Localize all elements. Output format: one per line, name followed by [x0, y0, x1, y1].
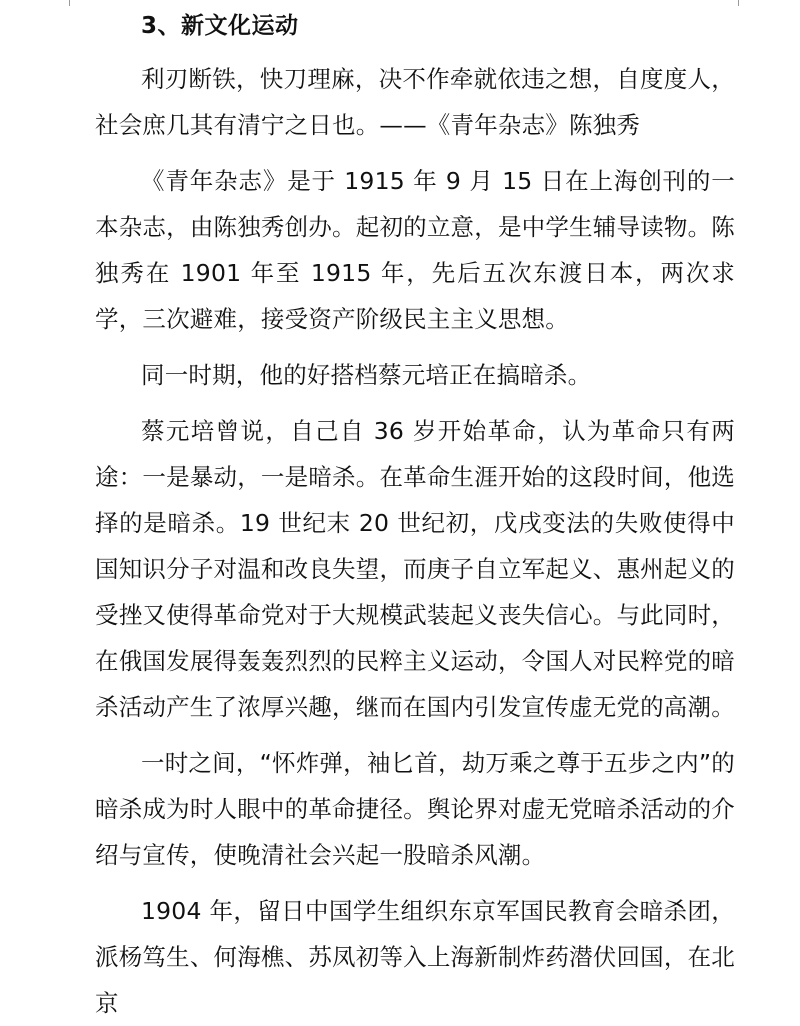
paragraph-assassination-trend: 一时之间，“怀炸弹，袖匕首，劫万乘之尊于五步之内”的暗杀成为时人眼中的革命捷径。舆论界对虚无党暗杀活动的介绍与宣传，使晚清社会兴起一股暗杀风潮。: [95, 749, 735, 869]
crop-mark-line: [738, 0, 739, 6]
section-heading: 3、新文化运动: [141, 13, 299, 39]
paragraph-cai-yuanpei-intro: 同一时期，他的好搭档蔡元培正在搞暗杀。: [141, 361, 592, 389]
paragraph-assassination-background: 蔡元培曾说，自己自 36 岁开始革命，认为革命只有两途：一是暴动，一是暗杀。在革命生涯开始的这段时间，他选择的是暗杀。19 世纪末 20 世纪初，戊戌变法的失败使得中国知识分子对温和改良失望，而庚子自立军起义、惠州起义的受挫又使得革命党对于大规模武装起义丧失信心。与此同时，在俄国发展得轰轰烈烈的民粹主义运动，令国人对民粹党的暗杀活动产生了浓厚兴趣，继而在国内引发宣传虚无党的高潮。: [95, 417, 735, 721]
paragraph-magazine-intro: 《青年杂志》是于 1915 年 9 月 15 日在上海创刊的一本杂志，由陈独秀创办。起初的立意，是中学生辅导读物。陈独秀在 1901 年至 1915 年，先后五次东渡日本，两次求学，三次避难，接受资产阶级民主主义思想。: [95, 167, 735, 333]
page-corner-mark-left: [55, 0, 85, 6]
crop-mark-line: [69, 0, 70, 6]
page-corner-mark-right: [724, 0, 754, 6]
paragraph-1904-event: 1904 年，留日中国学生组织东京军国民教育会暗杀团，派杨笃生、何海樵、苏凤初等入上海新制炸药潜伏回国，在北京: [95, 897, 735, 1017]
document-body: [95, 8, 735, 1026]
paragraph-quote: 利刃断铁，快刀理麻，决不作牵就依违之想，自度度人，社会庶几其有清宁之日也。——《青年杂志》陈独秀: [95, 65, 735, 139]
